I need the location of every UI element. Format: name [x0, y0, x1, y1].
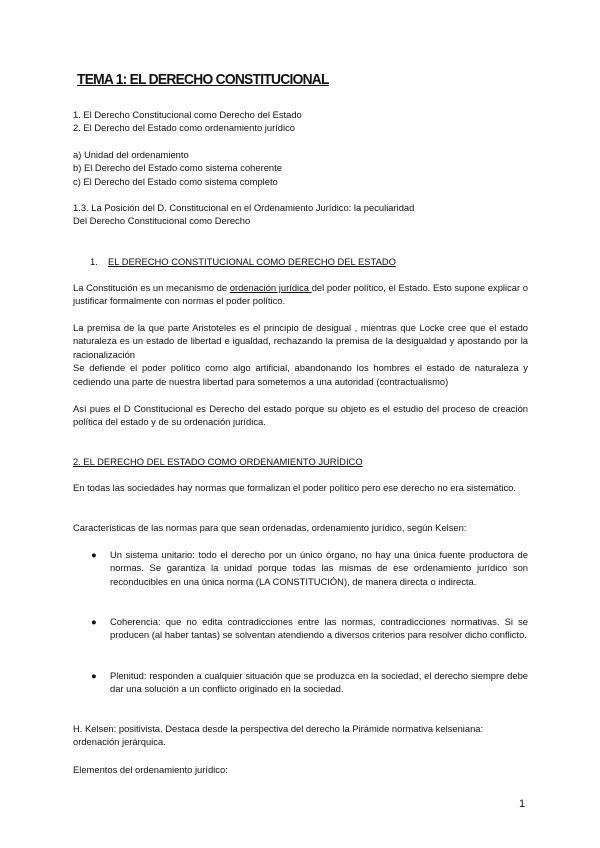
- paragraph-1: [73, 281, 528, 308]
- bullet-icon: ●: [91, 616, 97, 627]
- paragraph-4: En todas las sociedades hay normas que formalizan el poder político pero ese derecho no era sistemático.: [73, 482, 516, 493]
- table-of-contents: [73, 108, 528, 135]
- subtoc-item: c) El Derecho del Estado como sistema completo: [73, 175, 278, 187]
- section-1-heading: [90, 255, 396, 268]
- list-item: [91, 669, 528, 696]
- bullet-list: [91, 615, 528, 642]
- paragraph-7: Elementos del ordenamiento jurídico:: [73, 764, 228, 775]
- underlined-term: ordenación jurídica: [229, 282, 312, 293]
- subtoc-item: b) El Derecho del Estado como sistema coherente: [73, 162, 282, 174]
- document-title: TEMA 1: EL DERECHO CONSTITUCIONAL: [77, 71, 329, 88]
- bullet-icon: ●: [91, 549, 97, 560]
- list-item: [91, 548, 528, 588]
- bullet-list: [91, 548, 528, 588]
- toc-item: 1. El Derecho Constitucional como Derecho del Estado: [73, 109, 302, 120]
- section-1-number: 1.: [90, 256, 98, 267]
- bullet-icon: ●: [91, 670, 97, 681]
- paragraph-2: [73, 321, 528, 388]
- subtoc-item: a) Unidad del ordenamiento: [73, 149, 189, 160]
- list-item: [91, 615, 528, 642]
- sub-contents: [73, 148, 528, 188]
- paragraph-2a: La premisa de la que parte Aristoteles es el principio de desigual , mientras que Locke cree que el estado naturaleza es un estado de libertad e igualdad, rechazando la premisa de la desigualdad y apostando por la racionalización: [73, 322, 528, 360]
- toc3-line: 1.3. La Posición del D. Constitucional en el Ordenamiento Jurídico: la peculiaridad: [73, 202, 415, 213]
- paragraph-1-text: La Constitución es un mecanismo de: [73, 282, 230, 293]
- bullet-list: [91, 669, 528, 696]
- toc-item-1-3: [73, 201, 528, 228]
- paragraph-2b: Se defiende el poder político como algo artificial, abandonando los hombres el estado de naturaleza y cediendo una parte de nuestra libertad para sometemos a una autoridad (contractualismo): [73, 362, 528, 387]
- paragraph-1-text-end: del poder político, el Estado. Esto supone explicar o justificar formalmente con normas el poder político.: [73, 282, 528, 307]
- section-2-heading: 2. EL DERECHO DEL ESTADO COMO ORDENAMIENTO JURÍDICO: [73, 456, 363, 467]
- paragraph-5: Características de las normas para que sean ordenadas, ordenamiento jurídico, según Kelsen:: [73, 522, 467, 533]
- paragraph-3: Así pues el D Constitucional es Derecho del estado porque su objeto es el estudio del proceso de creación política del estado y de su ordenación jurídica.: [73, 403, 528, 428]
- toc-item: 2. El Derecho del Estado como ordenamiento jurídico: [73, 122, 295, 134]
- list-item-text: Coherencia: que no edita contradicciones entre las normas, contradicciones normativas. Si se producen (al haber tantas) se solventan atendiendo a diversos criterios para resolver dicho conflicto.: [110, 616, 528, 641]
- toc3-line: Del Derecho Constitucional como Derecho: [73, 215, 251, 227]
- list-item-text: Plenitud: responden a cualquier situación que se produzca en la sociedad, el derecho siempre debe dar una solución a un conflicto originado en la sociedad.: [110, 670, 528, 695]
- paragraph-6: H. Kelsen: positivista. Destaca desde la perspectiva del derecho la Pirámide normativa kelseniana: ordenación jerárquica.: [73, 723, 484, 748]
- section-1-heading-text: EL DERECHO CONSTITUCIONAL COMO DERECHO DEL ESTADO: [108, 256, 396, 267]
- list-item-text: Un sistema unitario: todo el derecho por un único órgano, no hay una única fuente productora de normas. Se garantiza la unidad porque todas las mismas de ese ordenamiento jurídico son reconducibles en una única norma (LA CONSTITUCIÓN), de manera directa o indirecta.: [110, 549, 528, 587]
- page-number: 1: [519, 798, 526, 810]
